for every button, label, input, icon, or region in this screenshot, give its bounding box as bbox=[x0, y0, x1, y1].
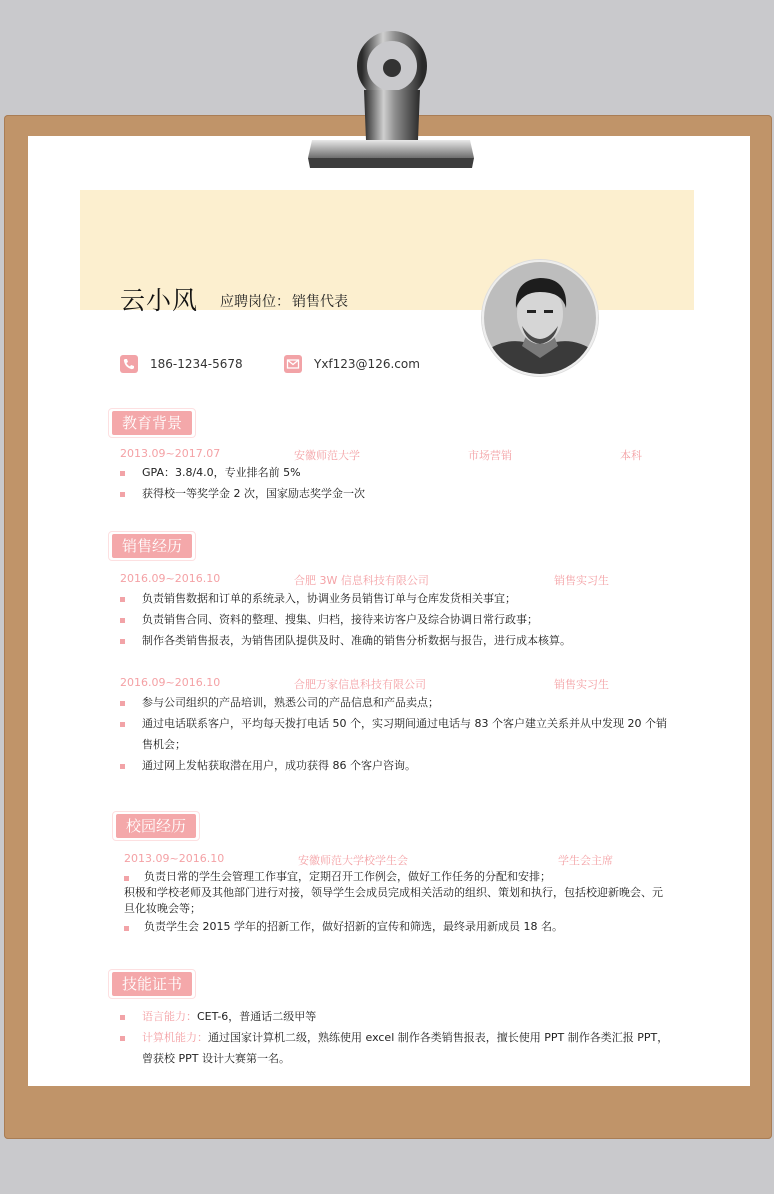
avatar bbox=[482, 260, 598, 376]
campus-item: 负责学生会 2015 学年的招新工作，做好招新的宣传和筛选，最终录用新成员 18 名。 bbox=[144, 920, 563, 933]
position-label: 应聘岗位： bbox=[220, 294, 290, 310]
skill-item-continued: 曾获校 PPT 设计大赛第一名。 bbox=[142, 1052, 290, 1065]
job-date: 2016.09~2016.10 bbox=[120, 572, 221, 585]
skill-label: 语言能力： bbox=[142, 1010, 197, 1023]
skill-item bbox=[142, 1007, 316, 1027]
bullet bbox=[120, 1015, 125, 1020]
job-item: 通过网上发帖获取潜在用户，成功获得 86 个客户咨询。 bbox=[142, 759, 416, 772]
skill-label: 计算机能力： bbox=[142, 1031, 208, 1044]
job-item-continued: 售机会； bbox=[142, 738, 186, 751]
position-value: 销售代表 bbox=[292, 294, 348, 310]
phone-number: 186-1234-5678 bbox=[150, 357, 243, 371]
campus-item-continued: 旦化妆晚会等； bbox=[124, 902, 201, 915]
campus-date: 2013.09~2016.10 bbox=[124, 852, 225, 865]
job-date: 2016.09~2016.10 bbox=[120, 676, 221, 689]
education-degree: 本科 bbox=[620, 449, 642, 462]
bullet bbox=[124, 926, 129, 931]
job-position bbox=[220, 291, 348, 311]
candidate-name: 云小风 bbox=[120, 286, 199, 315]
email-contact bbox=[284, 355, 420, 373]
job-item: 负责销售数据和订单的系统录入，协调业务员销售订单与仓库发货相关事宜； bbox=[142, 592, 516, 605]
campus-item: 积极和学校老师及其他部门进行对接，领导学生会成员完成相关活动的组织、策划和执行，包括校迎新晚会、元 bbox=[124, 886, 663, 899]
job-role: 销售实习生 bbox=[554, 574, 609, 587]
education-major: 市场营销 bbox=[468, 449, 512, 462]
sales-title: 销售经历 bbox=[112, 534, 192, 558]
skill-text: CET-6，普通话二级甲等 bbox=[197, 1010, 317, 1023]
skill-item bbox=[142, 1028, 668, 1048]
job-item: 制作各类销售报表，为销售团队提供及时、准确的销售分析数据与报告，进行成本核算。 bbox=[142, 634, 571, 647]
campus-role: 学生会主席 bbox=[558, 854, 613, 867]
job-role: 销售实习生 bbox=[554, 678, 609, 691]
bullet bbox=[120, 597, 125, 602]
email-address: Yxf123@126.com bbox=[314, 357, 420, 371]
job-item: 负责销售合同、资料的整理、搜集、归档，接待来访客户及综合协调日常行政事； bbox=[142, 613, 538, 626]
bullet bbox=[120, 471, 125, 476]
education-title: 教育背景 bbox=[112, 411, 192, 435]
campus-title: 校园经历 bbox=[116, 814, 196, 838]
bullet bbox=[120, 639, 125, 644]
binder-clip bbox=[300, 28, 480, 176]
job-company: 合肥 3W 信息科技有限公司 bbox=[294, 574, 429, 587]
mail-icon bbox=[284, 355, 302, 373]
phone-icon bbox=[120, 355, 138, 373]
bullet bbox=[120, 492, 125, 497]
education-item: 获得校一等奖学金 2 次，国家励志奖学金一次 bbox=[142, 487, 365, 500]
campus-item: 负责日常的学生会管理工作事宜，定期召开工作例会，做好工作任务的分配和安排； bbox=[144, 870, 551, 883]
job-item: 通过电话联系客户，平均每天拨打电话 50 个，实习期间通过电话与 83 个客户建立关系并从中发现 20 个销 bbox=[142, 717, 667, 730]
bullet bbox=[124, 876, 129, 881]
phone-contact bbox=[120, 355, 243, 373]
skill-text: 通过国家计算机二级，熟练使用 excel 制作各类销售报表，擅长使用 PPT 制作各类汇报 PPT， bbox=[208, 1031, 669, 1044]
bullet bbox=[120, 1036, 125, 1041]
job-company: 合肥万家信息科技有限公司 bbox=[294, 678, 426, 691]
skills-title: 技能证书 bbox=[112, 972, 192, 996]
education-date: 2013.09~2017.07 bbox=[120, 447, 221, 460]
campus-org: 安徽师范大学校学生会 bbox=[298, 854, 408, 867]
bullet bbox=[120, 618, 125, 623]
resume-paper bbox=[28, 136, 750, 1086]
education-school: 安徽师范大学 bbox=[294, 449, 360, 462]
education-item: GPA：3.8/4.0，专业排名前 5% bbox=[142, 466, 301, 479]
bullet bbox=[120, 701, 125, 706]
bullet bbox=[120, 764, 125, 769]
job-item: 参与公司组织的产品培训，熟悉公司的产品信息和产品卖点； bbox=[142, 696, 439, 709]
bullet bbox=[120, 722, 125, 727]
